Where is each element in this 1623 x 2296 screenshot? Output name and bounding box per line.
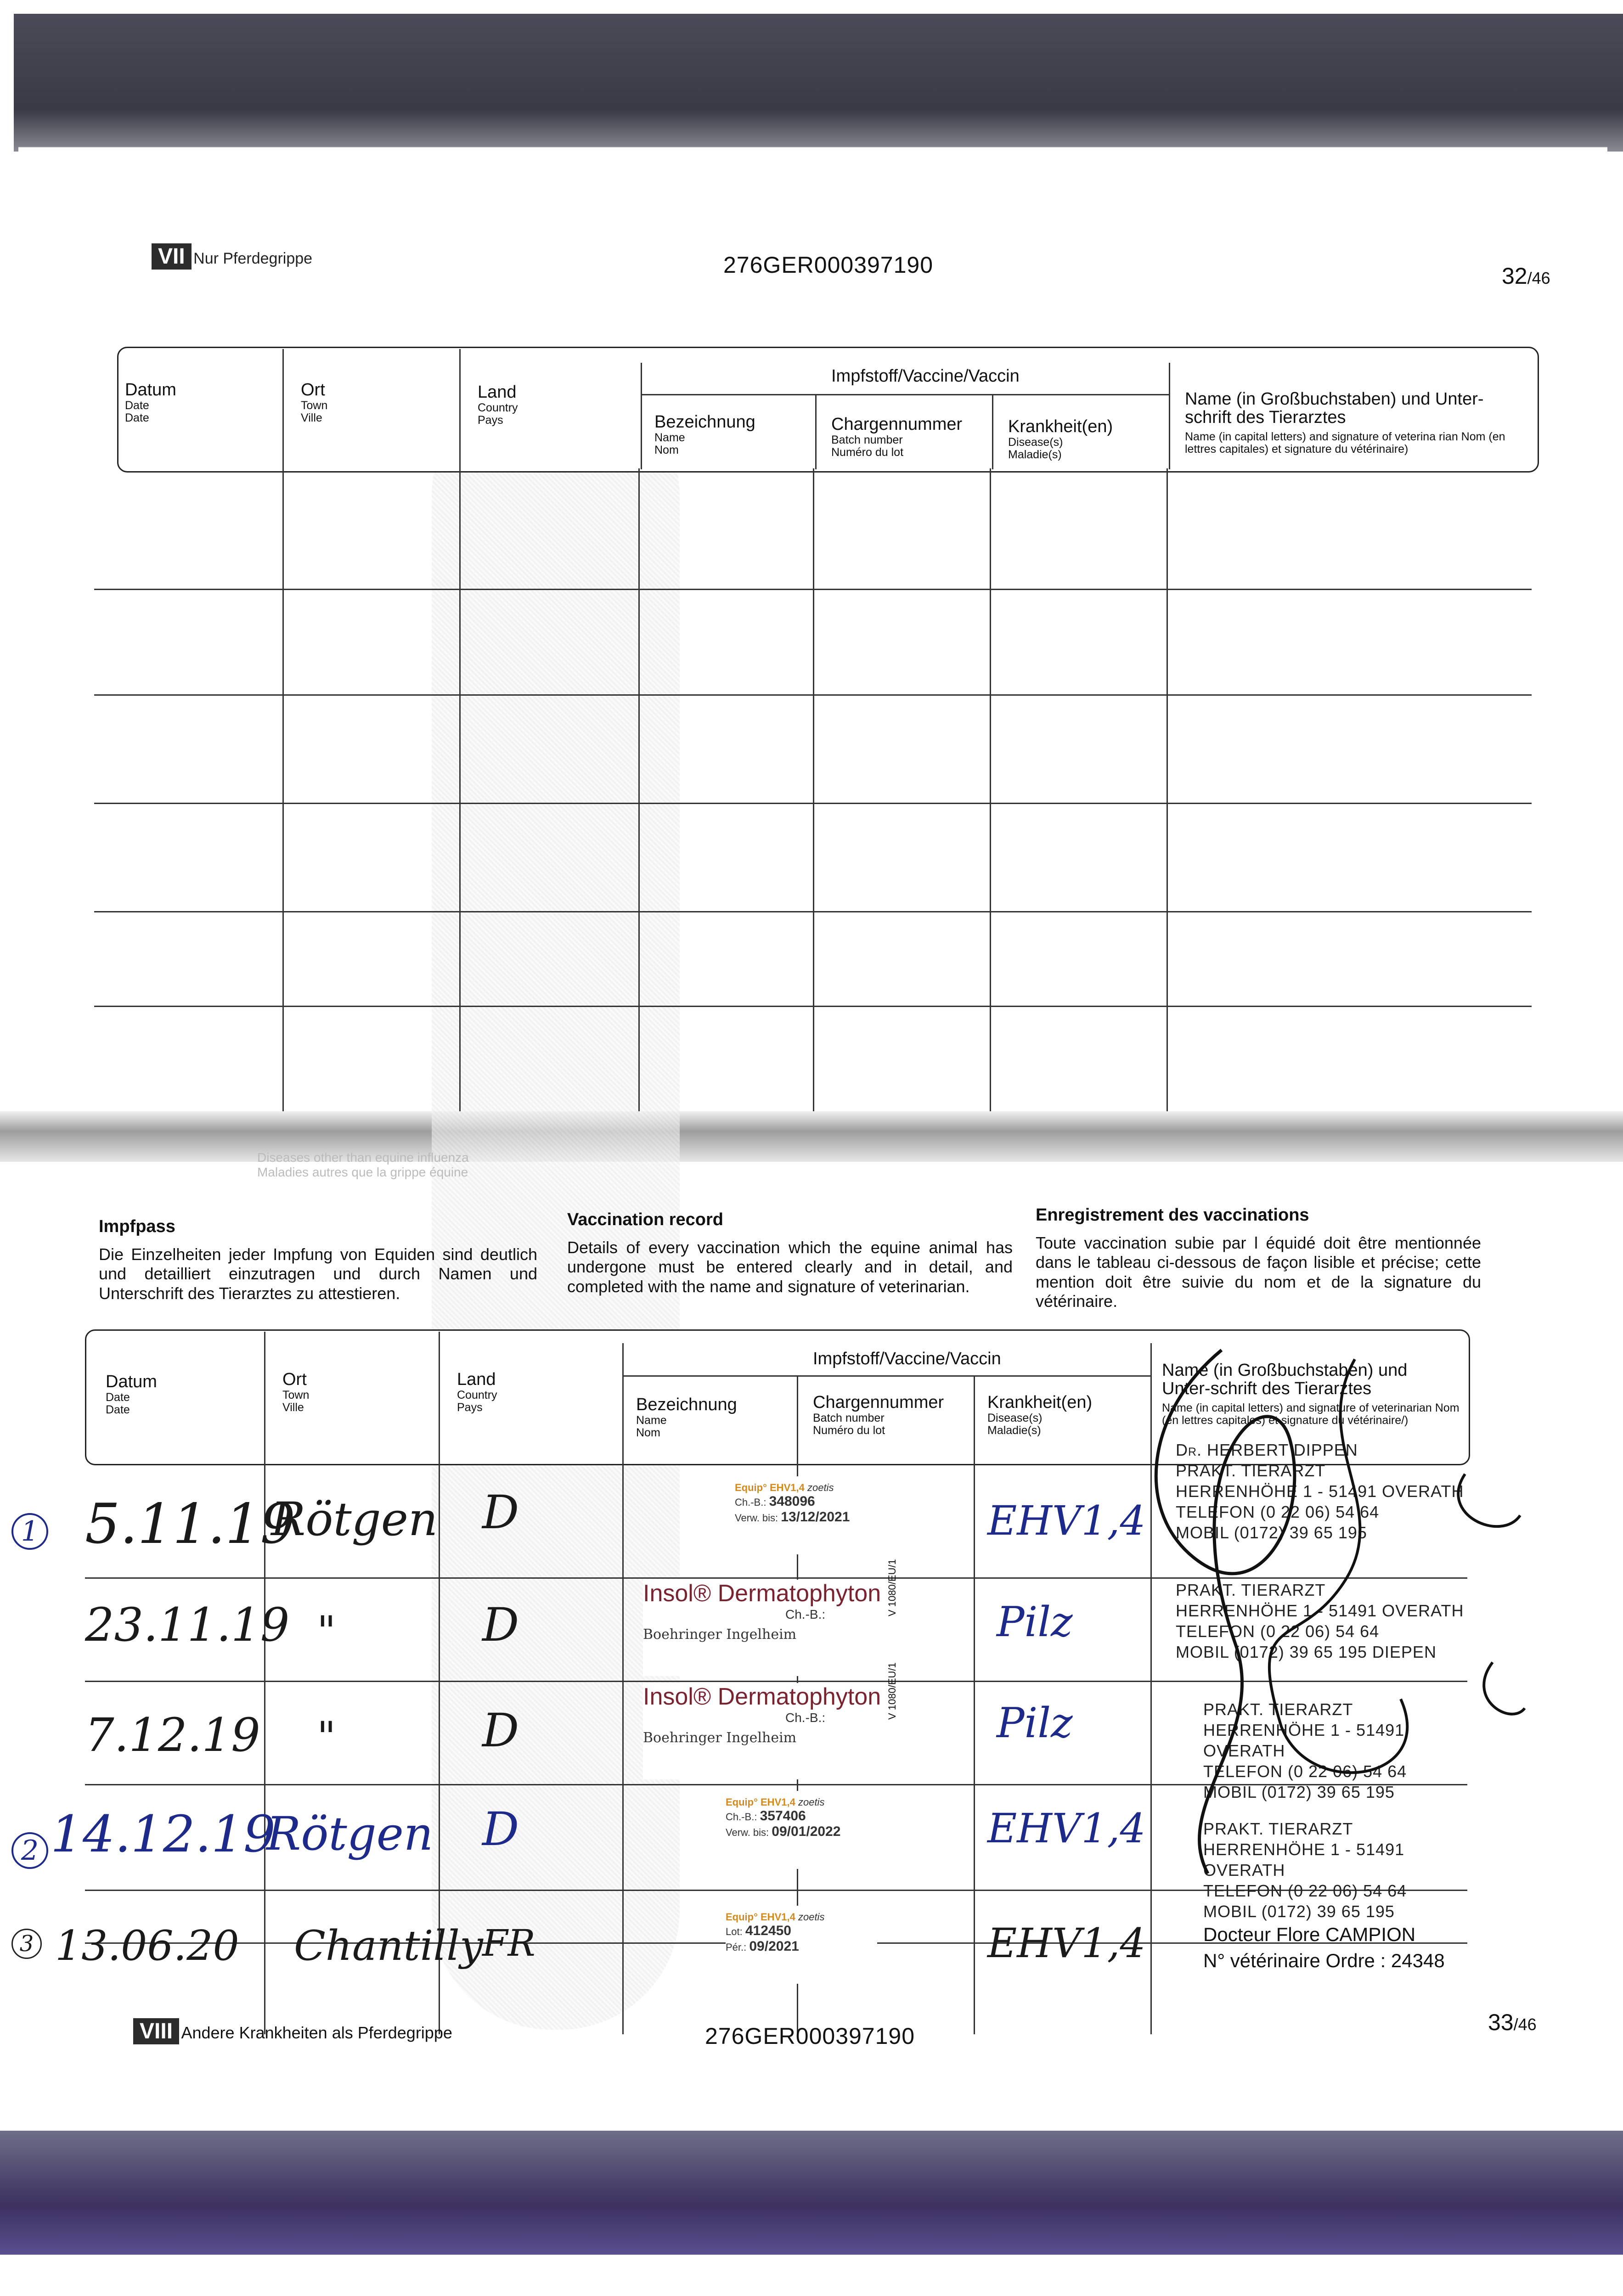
vaccine-label-insol xyxy=(643,1580,900,1676)
header-land-en: Country xyxy=(457,1388,497,1401)
passport-id: 276GER000397190 xyxy=(705,2023,915,2049)
passport-id: 276GER000397190 xyxy=(723,252,934,278)
intro-fr xyxy=(1036,1205,1481,1311)
header-ort-fr: Ville xyxy=(301,411,322,425)
batch-label: Ch.-B.: xyxy=(726,1811,757,1823)
expiry-date: 09/01/2022 xyxy=(772,1824,841,1839)
header-krankheit xyxy=(987,1394,1092,1437)
row-town: " xyxy=(317,1607,336,1655)
header-krankheit-de: Krankheit(en) xyxy=(1008,417,1113,436)
vaccine-maker: zoetis xyxy=(798,1796,825,1808)
page-number-value: 33 xyxy=(1488,2009,1514,2035)
row-disease: EHV1,4 xyxy=(987,1497,1146,1544)
row-date: 7.12.19 xyxy=(85,1708,260,1762)
row-marker: 1 xyxy=(11,1513,48,1550)
section-header-vii xyxy=(152,243,312,270)
header-ort-en: Town xyxy=(301,399,328,412)
header-name-vet xyxy=(1185,390,1525,456)
header-impfstoff-rule xyxy=(641,394,1169,395)
header-datum xyxy=(125,381,176,425)
intro-de xyxy=(99,1217,537,1303)
vaccine-label-equip xyxy=(726,1906,877,1984)
stamp-line: TELEFON (0 22 06) 54 64 xyxy=(1203,1762,1407,1781)
header-krankheit-fr: Maladie(s) xyxy=(987,1424,1041,1437)
header-divider xyxy=(641,363,642,469)
stamp-line: TELEFON (0 22 06) 54 64 xyxy=(1176,1622,1380,1641)
batch-label: Lot: xyxy=(726,1926,743,1937)
section-title: Nur Pferdegrippe xyxy=(193,250,313,267)
vaccine-brand: Equip° EHV1,4 xyxy=(726,1911,795,1923)
header-impfstoff-text: Impfstoff/Vaccine/Vaccin xyxy=(813,1349,1001,1368)
row-country: D xyxy=(482,1802,519,1856)
header-bezeichnung-en: Name xyxy=(636,1413,667,1427)
header-bezeichnung-fr: Nom xyxy=(636,1426,660,1440)
stamp-line: MOBIL (0172) 39 65 195 DIEPEN xyxy=(1176,1643,1437,1661)
row-town: " xyxy=(317,1713,336,1761)
header-divider xyxy=(1169,363,1170,469)
intro-en-title: Vaccination record xyxy=(567,1210,724,1229)
header-name-vet-sub: Name (in capital letters) and signature of veterina rian Nom (en lettres capitales) et signature du vétérinaire) xyxy=(1185,430,1505,456)
subtitle-fr: Maladies autres que la grippe équine xyxy=(257,1165,468,1179)
batch-label: Ch.-B.: xyxy=(735,1497,766,1508)
header-divider xyxy=(974,1376,975,1461)
header-divider xyxy=(264,1332,265,1461)
vaccine-label-equip xyxy=(735,1476,886,1554)
header-bezeichnung-fr: Nom xyxy=(654,444,679,457)
header-datum-en: Date xyxy=(125,399,149,412)
header-ort-en: Town xyxy=(282,1388,310,1401)
batch-label: Ch.-B.: xyxy=(785,1607,826,1621)
header-bezeichnung xyxy=(636,1396,737,1440)
stamp-line: Dr. HERBERT DIPPEN xyxy=(1176,1441,1358,1459)
intro-en xyxy=(567,1210,1013,1296)
row-date: 23.11.19 xyxy=(85,1598,290,1652)
header-bezeichnung-en: Name xyxy=(654,431,685,444)
stamp-line: PRAKT. TIERARZT xyxy=(1203,1819,1353,1838)
stamp-line: MOBIL (0172) 39 65 195 xyxy=(1203,1783,1395,1801)
stamp-line: N° vétérinaire Ordre : 24348 xyxy=(1203,1949,1445,1971)
subtitle-en: Diseases other than equine influenza xyxy=(257,1150,469,1165)
row-country: FR xyxy=(482,1922,535,1964)
empty-vaccination-grid xyxy=(94,468,1536,1111)
stamp-line: PRAKT. TIERARZT xyxy=(1203,1700,1353,1719)
header-datum-fr: Date xyxy=(125,411,149,425)
expiry-date: 13/12/2021 xyxy=(781,1509,850,1525)
header-datum-en: Date xyxy=(106,1390,130,1404)
header-ort xyxy=(282,1371,309,1414)
page-total: /46 xyxy=(1513,2015,1537,2034)
vaccine-brand: Equip° EHV1,4 xyxy=(726,1796,795,1808)
page-number-value: 32 xyxy=(1502,263,1527,289)
section-title: Andere Krankheiten als Pferdegrippe xyxy=(181,2023,452,2042)
header-krankheit-en: Disease(s) xyxy=(1008,435,1063,449)
header-charge xyxy=(813,1394,944,1437)
row-town: Rötgen xyxy=(271,1492,438,1546)
header-land-de: Land xyxy=(457,1370,496,1389)
vaccine-label-insol xyxy=(643,1683,900,1779)
header-charge-fr: Numéro du lot xyxy=(831,446,904,459)
header-land xyxy=(478,383,518,427)
vaccine-maker: zoetis xyxy=(798,1911,825,1923)
row-country: D xyxy=(482,1598,519,1652)
header-charge-de: Chargennummer xyxy=(831,415,963,434)
header-krankheit-de: Krankheit(en) xyxy=(987,1393,1093,1412)
row-country: D xyxy=(482,1486,519,1539)
intro-de-text: Die Einzelheiten jeder Impfung von Equiden sind deutlich und detailliert einzutragen und durch Namen und Unterschrift des Tierarztes zu attestieren. xyxy=(99,1245,537,1303)
batch-number: 357406 xyxy=(760,1808,806,1823)
header-land-de: Land xyxy=(478,383,517,402)
header-datum-de: Datum xyxy=(125,380,176,400)
header-ort xyxy=(301,381,327,425)
header-krankheit-en: Disease(s) xyxy=(987,1411,1043,1424)
header-charge-en: Batch number xyxy=(831,433,903,446)
header-divider xyxy=(459,349,461,469)
vaccine-maker: Boehringer Ingelheim xyxy=(643,1730,797,1746)
header-charge-de: Chargennummer xyxy=(813,1393,944,1412)
intro-fr-title: Enregistrement des vaccinations xyxy=(1036,1205,1309,1225)
vaccine-brand: Equip° EHV1,4 xyxy=(735,1482,805,1493)
header-datum xyxy=(106,1373,157,1417)
header-ort-fr: Ville xyxy=(282,1401,304,1414)
batch-number: 412450 xyxy=(745,1923,791,1938)
row-country: D xyxy=(482,1704,519,1757)
header-datum-de: Datum xyxy=(106,1372,157,1391)
header-bezeichnung xyxy=(654,413,755,457)
header-name-vet-de: Name (in Großbuchstaben) und Unter-schrift des Tierarztes xyxy=(1185,389,1484,427)
stamp-line: TELEFON (0 22 06) 54 64 xyxy=(1176,1503,1380,1521)
stamp-line: HERRENHÖHE 1 - 51491 OVERATH xyxy=(1176,1482,1464,1501)
page-fold xyxy=(0,1111,1623,1162)
scan-dark-band-top xyxy=(14,14,1623,152)
page-subtitle-blurred xyxy=(257,1150,469,1180)
section-badge: VIII xyxy=(133,2018,179,2044)
row-marker: 3 xyxy=(11,1929,42,1959)
intro-en-text: Details of every vaccination which the equine animal has undergone must be entered clearly and in detail, and completed with the name and signature of veterinarian. xyxy=(567,1238,1013,1296)
header-krankheit-fr: Maladie(s) xyxy=(1008,448,1062,461)
header-impfstoff xyxy=(813,1350,1001,1368)
stamp-line: PRAKT. TIERARZT xyxy=(1176,1461,1326,1480)
expiry-label: Verw. bis: xyxy=(735,1512,778,1524)
stamp-line: MOBIL (0172) 39 65 195 xyxy=(1203,1902,1395,1921)
page-number xyxy=(1488,2009,1537,2036)
vaccine-registration: V 1080/EU/1 xyxy=(886,1662,898,1720)
header-divider xyxy=(622,1343,624,1461)
expiry-date: 09/2021 xyxy=(749,1939,799,1954)
row-marker: 2 xyxy=(11,1832,48,1869)
header-impfstoff xyxy=(831,367,1020,386)
header-impfstoff-rule xyxy=(622,1375,1150,1377)
row-disease: EHV1,4 xyxy=(987,1805,1146,1852)
row-disease: Pilz xyxy=(997,1598,1073,1646)
header-charge-fr: Numéro du lot xyxy=(813,1424,885,1437)
header-land-fr: Pays xyxy=(478,414,503,427)
header-ort-de: Ort xyxy=(301,380,325,400)
header-divider xyxy=(992,395,993,469)
header-divider xyxy=(797,1376,798,1461)
row-disease: Pilz xyxy=(997,1699,1073,1747)
row-town: Rötgen xyxy=(266,1807,434,1861)
header-land xyxy=(457,1371,497,1414)
vaccine-registration: V 1080/EU/1 xyxy=(886,1559,898,1616)
stamp-line: HERRENHÖHE 1 - 51491 OVERATH xyxy=(1203,1721,1405,1760)
expiry-label: Verw. bis: xyxy=(726,1827,769,1838)
header-krankheit xyxy=(1008,418,1113,461)
row-disease: EHV1,4 xyxy=(987,1919,1146,1967)
row-date: 14.12.19 xyxy=(51,1805,276,1863)
page-number xyxy=(1502,263,1550,289)
vaccine-maker: Boehringer Ingelheim xyxy=(643,1626,797,1643)
batch-number: 348096 xyxy=(769,1494,815,1509)
header-charge xyxy=(831,416,962,459)
row-date: 5.11.19 xyxy=(85,1492,296,1556)
stamp-line: PRAKT. TIERARZT xyxy=(1176,1581,1326,1599)
intro-de-title: Impfpass xyxy=(99,1217,175,1236)
stamp-line: MOBIL (0172) 39 65 195 xyxy=(1176,1523,1367,1542)
vaccine-maker: zoetis xyxy=(807,1482,834,1493)
header-land-fr: Pays xyxy=(457,1401,483,1414)
batch-label: Ch.-B.: xyxy=(785,1711,826,1725)
row-date: 13.06.20 xyxy=(55,1922,239,1970)
expiry-label: Pér.: xyxy=(726,1941,747,1953)
intro-fr-text: Toute vaccination subie par l équidé doit être mentionnée dans le tableau ci-dessous de façon lisible et précise; cette mention doit être suivie du nom et de la signature du vétérinaire. xyxy=(1036,1233,1481,1311)
header-ort-de: Ort xyxy=(282,1370,307,1389)
page-total: /46 xyxy=(1527,269,1550,287)
vaccine-label-equip xyxy=(726,1791,877,1869)
row-town: Chantilly xyxy=(294,1922,483,1970)
header-charge-en: Batch number xyxy=(813,1411,885,1424)
header-datum-fr: Date xyxy=(106,1403,130,1417)
stamp-line: TELEFON (0 22 06) 54 64 xyxy=(1203,1881,1407,1900)
header-name-vet-sub: Name (in capital letters) and signature of veterinarian Nom (en lettres capitales) et signature du vétérinaire/) xyxy=(1162,1401,1460,1427)
header-land-en: Country xyxy=(478,401,518,414)
section-badge: VII xyxy=(152,243,192,270)
scan-margin-top xyxy=(0,0,1623,14)
header-bezeichnung-de: Bezeichnung xyxy=(636,1395,737,1414)
vaccine-brand: Insol® Dermatophyton xyxy=(643,1580,881,1607)
header-bezeichnung-de: Bezeichnung xyxy=(654,412,755,432)
stamp-line: HERRENHÖHE 1 - 51491 OVERATH xyxy=(1176,1601,1464,1620)
scan-dark-band-bottom xyxy=(0,2131,1623,2255)
vaccine-brand: Insol® Dermatophyton xyxy=(643,1683,881,1710)
section-header-viii xyxy=(133,2018,452,2045)
header-divider xyxy=(282,349,284,469)
stamp-line: HERRENHÖHE 1 - 51491 OVERATH xyxy=(1203,1840,1405,1880)
header-divider xyxy=(439,1332,440,1461)
header-divider xyxy=(815,395,817,469)
stamp-line: Docteur Flore CAMPION xyxy=(1203,1924,1416,1945)
header-name-vet-de: Name (in Großbuchstaben) und Unter-schrift des Tierarztes xyxy=(1162,1361,1408,1398)
vet-signature-scribble xyxy=(1116,1322,1529,1965)
header-impfstoff-text: Impfstoff/Vaccine/Vaccin xyxy=(831,366,1020,386)
